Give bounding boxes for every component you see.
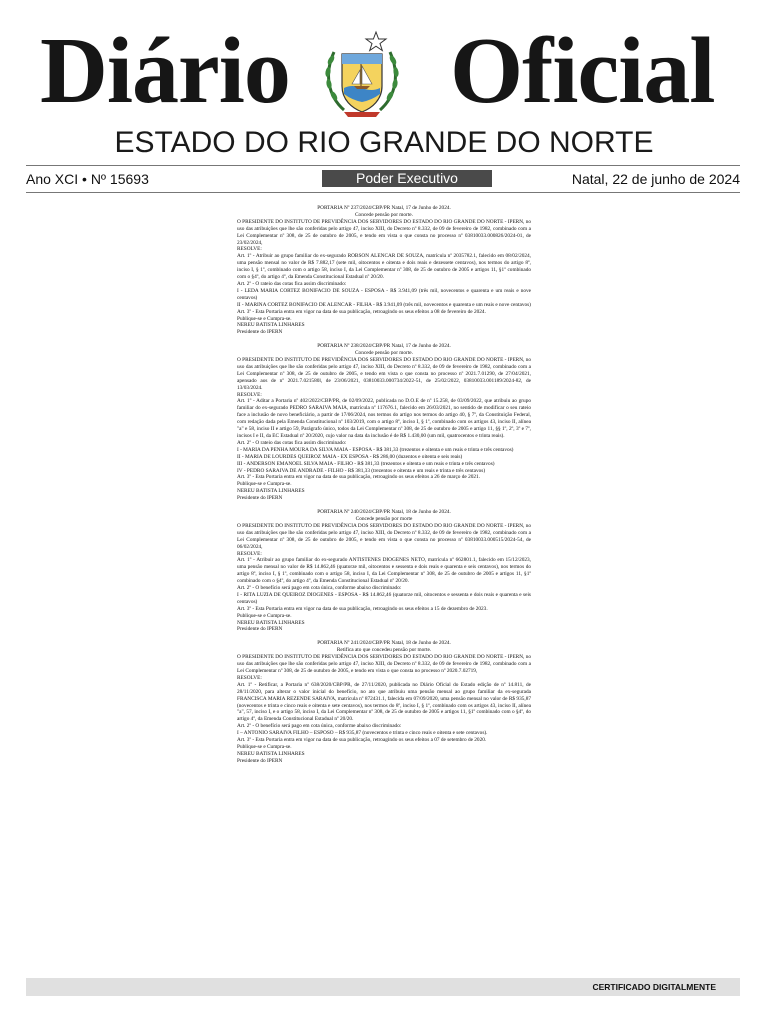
branch-badge: Poder Executivo (322, 170, 492, 187)
portaria-block (237, 343, 531, 502)
state-coat-of-arms-icon (314, 30, 410, 118)
publication-date: Natal, 22 de junho de 2024 (571, 171, 740, 187)
digital-certificate-label: CERTIFICADO DIGITALMENTE (592, 982, 716, 992)
edition-number: Ano XCI • Nº 15693 (26, 171, 149, 187)
portaria-block (237, 205, 531, 336)
portaria-paragraph: II - MARINA CORTEZ BONIFACIO DE ALENCAR - FILHA - R$ 3.941,09 (três mil, novecentos e quarenta e um reais e nove centavos) (237, 301, 531, 308)
portaria-paragraph: Publique-se e Cumpra-se. (237, 612, 292, 619)
portaria-paragraph: Art. 1º - Atribuir ao grupo familiar do ex-segurado ROBSON ALENCAR DE SOUZA, matrícula nº 2035782.1, falecido em 08/02/2024, uma pensão mensal no valor de R$ 7.882,17 (sete mil, oitocentos e oitenta e dois reais e dezessete centavos), nos termos do artigo 8º, inciso I, § 1º, combinado com o artigo 58, inciso I, da Lei Complementar nº 308, de 25 de outubro de 2005 e artigos 11, §1º combinado com o §4º, do artigo 4º, da Emenda Constitucional Estadual nº 20/20. (237, 253, 531, 281)
portaria-subtitle: Concede pensão por morte. (355, 211, 413, 218)
portaria-paragraph: I – ANTONIO SARAIVA FILHO – ESPOSO – R$ 935,87 (novecentos e trinta e cinco reais e oitenta e sete centavos). (237, 730, 488, 737)
portaria-paragraph: I - RITA LUZIA DE QUEIROZ DIOGENES - ESPOSA - R$ 14.862,46 (quatorze mil, oitocentos e sessenta e dois reais e quarenta e seis centavos) (237, 591, 531, 605)
portaria-paragraph: RESOLVE: (237, 674, 262, 681)
masthead-title-right: Oficial (450, 19, 715, 123)
portaria-paragraph: O PRESIDENTE DO INSTITUTO DE PREVIDÊNCIA DOS SERVIDORES DO ESTADO DO RIO GRANDE DO NORTE - IPERN, no uso das atribuições que lhe são conferidas pelo artigo 47, inciso XIII, do Decreto nº 8.332, de 09 de fevereiro de 1982, combinado com a Lei Complementar nº 308, de 25 de outubro de 2005, e tendo em vista o que consta no processo nº 03810033.000515/2024-54, de 06/02/2024, (237, 522, 531, 550)
portaria-paragraph: II - MARIA DE LOURDES QUEIROZ MAIA - EX ESPOSA - R$ 286,00 (duzentos e oitenta e seis reais) (237, 453, 463, 460)
document-body (237, 205, 531, 772)
portaria-paragraph: NEREU BATISTA LINHARES (237, 488, 305, 495)
info-bar-divider (26, 192, 740, 193)
portaria-paragraph: III - ANDERSON EMANOEL SILVA MAIA - FILHO - R$ 381,33 (trezentos e oitenta e um reais e trinta e três centavos) (237, 460, 495, 467)
edition-info-bar (26, 168, 740, 190)
portaria-paragraph: NEREU BATISTA LINHARES (237, 619, 305, 626)
portaria-title: PORTARIA Nº 240/2024/CBP/PR Natal, 18 de Junho de 2024. (317, 509, 451, 516)
portaria-block (237, 640, 531, 764)
portaria-paragraph: IV - PEDRO SARAIVA DE ANDRADE - FILHO - R$ 381,33 (trezentos e oitenta e um reais e trinta e três centavos) (237, 467, 486, 474)
portaria-paragraph: Art. 2º - O benefício será pago em cota única, conforme abaixo discriminado: (237, 585, 402, 592)
portaria-paragraph: Presidente do IPERN (237, 757, 283, 764)
portaria-paragraph: O PRESIDENTE DO INSTITUTO DE PREVIDÊNCIA DOS SERVIDORES DO ESTADO DO RIO GRANDE DO NORTE - IPERN, no uso das atribuições que lhe são conferidas pelo artigo 47, inciso XIII, do Decreto nº 8.332, de 09 de fevereiro de 1982, combinado com a Lei Complementar nº 308, de 25 de outubro de 2005, e tendo em vista o que consta no processo nº 2020.7.02719, (237, 654, 531, 674)
portaria-paragraph: RESOLVE: (237, 550, 262, 557)
portaria-paragraph: NEREU BATISTA LINHARES (237, 322, 305, 329)
portaria-paragraph: Art. 3º - Esta Portaria entra em vigor na data de sua publicação, retroagindo os seus efeitos a 07 de setembro de 2020. (237, 737, 487, 744)
portaria-paragraph: Publique-se e Cumpra-se. (237, 743, 292, 750)
portaria-paragraph: I - MARIA DA PENHA MOURA DA SILVA MAIA - ESPOSA - R$ 381,33 (trezentos e oitenta e um reais e trinta e três centavos) (237, 446, 514, 453)
portaria-paragraph: Art. 3º - Esta Portaria entra em vigor na data de sua publicação, retroagindo os seus efeitos a 15 de dezembro de 2023. (237, 605, 488, 612)
portaria-block (237, 509, 531, 633)
portaria-title: PORTARIA Nº 238/2024/CBP/PR Natal, 17 de Junho de 2024. (317, 343, 451, 350)
portaria-paragraph: I - LEDA MARIA CORTEZ BONIFACIO DE SOUZA - ESPOSA - R$ 3.941,09 (três mil, novecentos e quarenta e um reais e nove centavos) (237, 287, 531, 301)
portaria-paragraph: Presidente do IPERN (237, 495, 283, 502)
portaria-paragraph: Publique-se e Cumpra-se. (237, 481, 292, 488)
portaria-paragraph: Presidente do IPERN (237, 329, 283, 336)
portaria-paragraph: Publique-se e Cumpra-se. (237, 315, 292, 322)
masthead-divider (26, 165, 740, 166)
portaria-paragraph: RESOLVE: (237, 246, 262, 253)
portaria-paragraph: Art. 2º - O rateio das cotas fica assim discriminado: (237, 280, 347, 287)
portaria-title: PORTARIA Nº 237/2024/CBP/PR Natal, 17 de Junho de 2024. (317, 205, 451, 211)
portaria-paragraph: Art. 1º - Aditar a Portaria nº 402/2022/CBP/PR, de 02/09/2022, publicada no D.O.E de nº 15.258, de 03/09/2022, que atribuiu ao grupo familiar do ex-segurado PEDRO SARAIVA MAIA, matrícula nº 117676.1, falecido em 26/03/2021, no sentido de modificar o seu rateio face a inclusão de novo beneficiário, a partir de 17/06/2024, nos termos do artigo nos termos do artigo 40, § 7º, da Constituição Federal, com redação dada pela Emenda Constitucional nº 103/2019, com o artigo 8º, inciso I, § 1º, combinado com os artigos 43, inciso II, alínea "a" e 58, inciso II e artigo 59, Parágrafo único, todos da Lei Complementar nº 308, de 25 de outubro de 2005 e artigo 11, §§ 1º, 2º, 3º e 7º, incisos I e II, da EC Estadual nº 20/2020, cujo valor na data da inclusão é de R$ 1.430,00 (um mil, quatrocentos e trinta reais). (237, 398, 531, 439)
masthead-title-left: Diário (40, 19, 290, 123)
portaria-title: PORTARIA Nº 241/2024/CBP/PR Natal, 18 de Junho de 2024. (317, 640, 451, 647)
portaria-paragraph: Art. 3º - Esta Portaria entra em vigor na data de sua publicação, retroagindo os seus efeitos a 08 de fevereiro de 2024. (237, 308, 486, 315)
portaria-paragraph: Art. 3º - Esta Portaria entra em vigor na data de sua publicação, retroagindo os seus efeitos a 26 de março de 2021. (237, 474, 481, 481)
footer-bar (26, 978, 740, 996)
portaria-paragraph: Art. 1º - Atribuir ao grupo familiar do ex-segurado ANTISTENES DIOGENES NETO, matrícula nº 662801.1, falecido em 15/12/2023, uma pensão mensal no valor de R$ 14.862,46 (quatorze mil, oitocentos e sessenta e dois reais e quarenta e seis centavos), nos termos do artigo 8º, inciso I, § 1º, combinado com o artigo 58, inciso I, da Lei Complementar nº 308, de 25 de outubro de 2005 e artigos 11, §1º combinado com o §4º, do artigo 4º, da Emenda Constitucional Estadual nº 20/20. (237, 557, 531, 585)
masthead-subtitle: ESTADO DO RIO GRANDE DO NORTE (114, 126, 654, 159)
portaria-paragraph: NEREU BATISTA LINHARES (237, 750, 305, 757)
masthead (0, 0, 768, 165)
portaria-paragraph: Presidente do IPERN (237, 626, 283, 633)
portaria-paragraph: O PRESIDENTE DO INSTITUTO DE PREVIDÊNCIA DOS SERVIDORES DO ESTADO DO RIO GRANDE DO NORTE - IPERN, no uso das atribuições que lhe são conferidas pelo artigo 47, inciso XIII, do Decreto nº 8.332, de 09 de fevereiro de 1982, combinado com a Lei Complementar nº 308, de 25 de outubro de 2005, e tendo em vista o que consta no processo nº 03810033.000826/2024-01, de 23/02/2024, (237, 218, 531, 246)
portaria-paragraph: Art. 2º - O benefício será pago em cota única, conforme abaixo discriminado: (237, 723, 402, 730)
portaria-subtitle: Retifica ato que concedeu pensão por morte. (336, 647, 432, 654)
portaria-paragraph: Art. 1º - Retificar, a Portaria nº 638/2020/CBP/PR, de 27/11/2020, publicada no Diário Oficial do Estado edição de nº 14.811, de 28/11/2020, para alterar o valor inicial do benefício, no ato que atribuiu uma pensão mensal ao grupo familiar da ex-segurada FRANCISCA MARIA REZENDE SARAIVA, matrícula nº 872431.1, falecida em 07/09/2020, uma pensão mensal no valor de R$ 935,87 (novecentos e trinta e cinco reais e oitenta e sete centavos), nos termos do 8º, inciso I, § 1º, combinado com os artigos 43, inciso II, alínea "a", 57, inciso I, e o artigo 58, inciso I, da Lei Complementar nº 308, de 25 de outubro de 2005 e artigos 11, §1º combinado com o §4º, do artigo 4º, da Emenda Constitucional Estadual nº 20/20. (237, 681, 531, 723)
portaria-paragraph: Art. 2º - O rateio das cotas fica assim discriminado: (237, 439, 347, 446)
portaria-subtitle: Concede pensão por morte (355, 515, 413, 522)
portaria-paragraph: RESOLVE: (237, 391, 262, 398)
portaria-paragraph: O PRESIDENTE DO INSTITUTO DE PREVIDÊNCIA DOS SERVIDORES DO ESTADO DO RIO GRANDE DO NORTE - IPERN, no uso das atribuições que lhe são conferidas pelo artigo 47, inciso XIII, do Decreto nº 8.332, de 09 de fevereiro de 1982, combinado com a Lei Complementar nº 308, de 25 de outubro de 2005, e tendo em vista o que consta no processo nº 2021.7.01290, de 27/04/2021, apensado aos de nº 2021.7.021580l, de 23/06/2021, 03810033.000734/2022-51, de 25/02/2022, 03810033.001189/2024-82, de 13/03/2024. (237, 357, 531, 391)
portaria-subtitle: Concede pensão por morte. (355, 350, 413, 357)
